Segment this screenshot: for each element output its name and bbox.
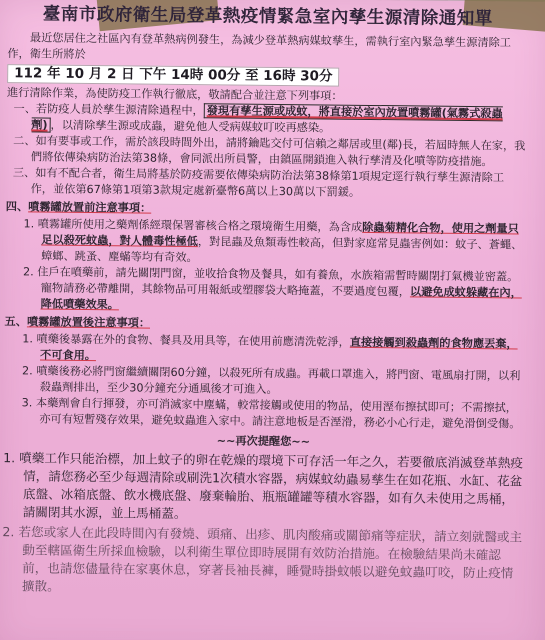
label-afternoon: 下午: [139, 66, 167, 83]
date-line: [7, 64, 527, 88]
section-4-item-1-post: ，對昆蟲及魚類毒性較高，但對家庭常見蟲害例如：蚊子、蒼蠅、蟑螂、跳蚤、塵蟎等均有奇效。: [41, 235, 523, 265]
label-month: 月: [88, 65, 103, 83]
date-month: 10: [65, 65, 85, 82]
section-5-heading: 噴霧罐放置後注意事項：: [26, 315, 151, 330]
reminder-list: [2, 449, 524, 600]
section-1-highlight: 發現有孳生源或成蚊，將直接於室內放置噴霧罐(氣霧式殺蟲劑): [31, 104, 503, 132]
notice-title: 臺南市政府衛生局登革熱疫情緊急室內孳生源清除通知單: [42, 4, 493, 30]
date-day: 2: [106, 66, 117, 83]
reminder-item-2-number: 2.: [2, 524, 15, 540]
date-suffix: 進行清除作業，為使防疫工作執行徹底，敬請配合並注意下列事項：: [6, 86, 343, 103]
end-min: 30: [300, 68, 320, 85]
section-4-item-2: [5, 264, 525, 317]
section-3: [6, 165, 526, 202]
section-5-number: 五、: [4, 315, 28, 329]
date-field: [7, 64, 339, 86]
section-4-heading: 噴霧罐放置前注意事項：: [28, 200, 152, 215]
notice-intro: 最近您居住之社區內有登革熱病例發生，為減少登革熱病媒蚊孳生，需執行室內緊急孳生源清除工作，衛生所將於: [7, 31, 512, 61]
section-4-item-2-number: 2.: [22, 265, 34, 279]
section-3-number: 三、: [12, 166, 36, 180]
label-hour-2: 時: [281, 68, 296, 85]
section-5-item-3-text: 本藥劑會自行揮發，亦可消滅家中塵蟎，較常接觸或使用的物品，使用溼布擦拭即可；不需擦拭，亦可有短暫殘存效果，避免蚊蟲進入家中。請注意地板是否溼滑，務必小心行走，避免滑倒受傷。: [35, 396, 521, 431]
reminder-header: ~~再次提醒您~~: [216, 434, 311, 449]
section-4-item-1-emphasis: 除蟲菊精化合物，使用之劑量只足以殺死蚊蟲，對人體毒性極低: [41, 220, 519, 249]
section-5-item-2-text: 噴藥後務必將門窗繼續關閉60分鐘，以殺死所有成蟲。再載口罩進入，將門窗、電風扇打開，以利殺蟲劑排出，至少30分鐘充分通風後才可進入。: [36, 364, 521, 396]
section-2-text: 如有要事或工作，需於該段時間外出，請將鑰匙交付可信賴之鄰居或里(鄰)長，若屆時無人在家，我們將依傳染病防治法第38條，會同派出所員警，由鎮區開鎖進入執行孳清及化噴等防疫措施。: [30, 134, 526, 169]
reminder-item-2-text: 若您或家人在此段時間內有發燒、頭痛、出疹、肌肉酸痛或關節痛等症狀，請立刻就醫或主動至轄區衛生所採血檢驗，以利衛生單位即時展開有效防治措施。在檢驗結果尚未確認前，也請您儘量待在家裏休息，穿著長袖長褲，睡覺時掛蚊帳以避免蚊蟲叮咬，防止疫情擴散。: [18, 524, 523, 594]
reminder-item-2: [2, 523, 523, 600]
section-1-post: ，以清除孳生源或成蟲，避免他人受病媒蚊叮咬再感染。: [50, 118, 331, 135]
date-year: 112: [14, 65, 43, 82]
reminder-item-1-number: 1.: [3, 450, 16, 466]
section-5-item-3-number: 3.: [21, 396, 33, 410]
section-1-number: 一、: [13, 102, 36, 116]
section-5-item-2-number: 2.: [21, 364, 33, 378]
section-3-text: 如有不配合者，衛生局將基於防疫需要依傳染病防治法第38條第1項規定逕行執行孳生源清除工作，並依第67條第1項第3款規定處新臺幣6萬以上30萬以下罰鍰。: [30, 166, 505, 199]
section-1: [7, 101, 527, 138]
section-1-pre: 若防疫人員於孳生源清除過程中，: [35, 102, 204, 118]
section-4-item-1: [5, 216, 525, 269]
label-until: 至: [244, 67, 259, 84]
section-5-item-3: [3, 395, 523, 432]
reminder-item-1-text: 噴藥工作只能治標，加上蚊子的卵在乾燥的環境下可存活一年之久，若要徹底消滅登革熱疫情，請您務必至少每週清除或刷洗1次積水容器，病媒蚊幼蟲易孳生在如花瓶、水缸、花盆底盤、冰箱底盤、飲水機底盤、廢棄輪胎、瓶瓶罐罐等積水容器，如有久未使用之馬桶，請關閉其水源，並上馬桶蓋。: [19, 450, 524, 522]
section-4-item-2-emphasis: 以避免成蚊躲藏在內，降低噴藥效果。: [40, 285, 522, 312]
section-2: [6, 133, 526, 170]
section-5-item-1-number: 1.: [22, 332, 34, 346]
label-year: 年: [46, 65, 61, 82]
start-hour: 14: [170, 66, 190, 84]
section-4-number: 四、: [5, 200, 29, 214]
reminder-item-1: [3, 449, 524, 526]
section-4-item-1-number: 1.: [23, 217, 35, 231]
section-5-item-1-pre: 噴藥後暴露在外的食物、餐具及用具等，在使用前應清洗乾淨，: [36, 332, 350, 349]
label-day: 日: [121, 66, 135, 83]
end-hour: 16: [263, 67, 283, 85]
section-2-number: 二、: [13, 134, 36, 148]
section-4-item-1-pre: 噴霧罐所使用之藥劑係經環保署審核合格之環境衛生用藥，為含成: [37, 217, 363, 234]
section-4-item-2-pre: 住戶在噴藥前，請先關閉門窗，並收拾食物及餐具，如有養魚，水族箱需暫時關閉打氣機並密蓋。寵物請務必帶離開，其餘物品可用報紙或塑膠袋大略掩蓋，不要過度包覆，: [37, 265, 519, 299]
label-minute-2: 分: [318, 68, 333, 85]
notice-content: [2, 2, 528, 602]
section-5-item-1-emphasis: 直接接觸到殺蟲劑的食物應丟棄，不可食用。: [40, 335, 518, 363]
label-minute-1: 分: [226, 67, 241, 84]
start-min: 00: [207, 67, 227, 84]
label-hour-1: 時: [189, 67, 204, 84]
